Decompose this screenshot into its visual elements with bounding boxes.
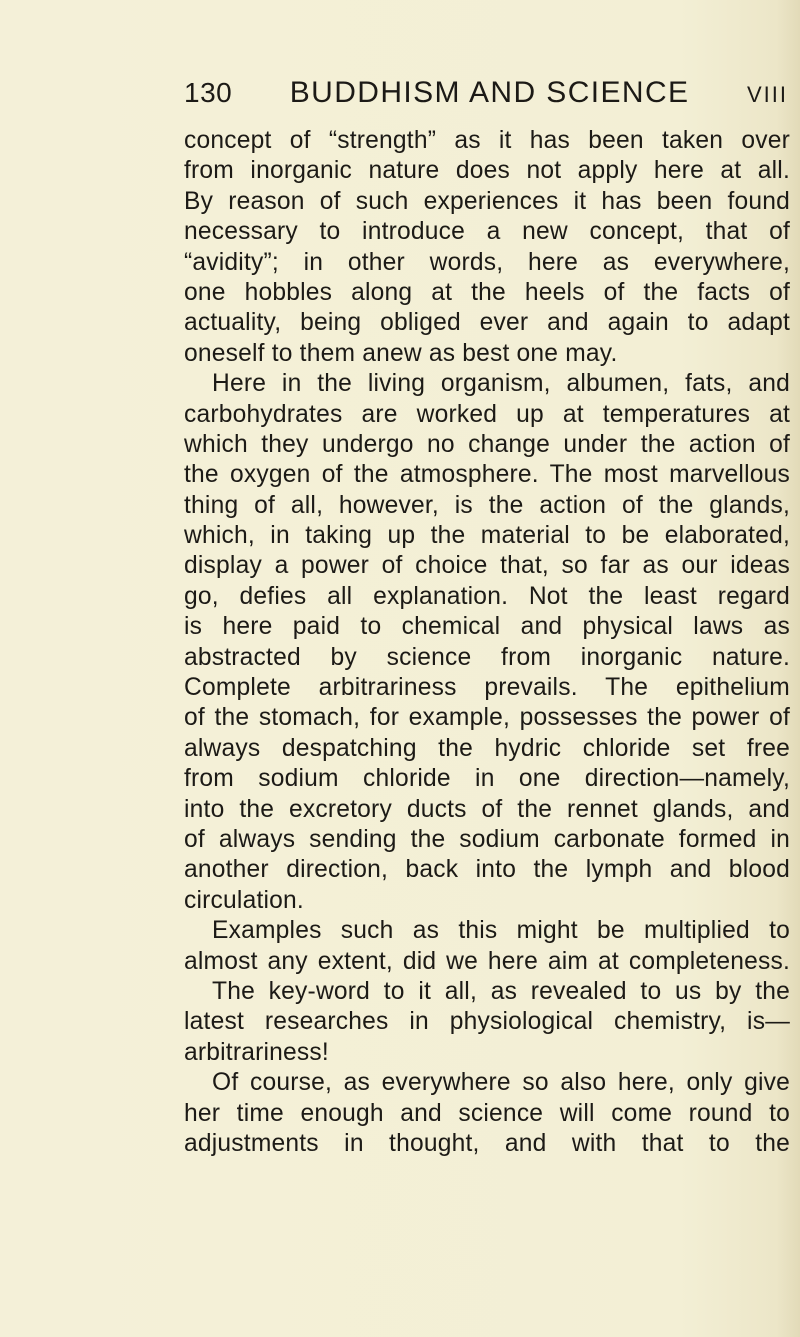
- text-line: “avidity”; in other words, here as everywhere,: [184, 248, 790, 276]
- text-line: from inorganic nature does not apply here at all.: [184, 157, 790, 185]
- text-line: necessary to introduce a new concept, that of: [184, 218, 790, 246]
- page-header: [184, 76, 790, 120]
- text-line: her time enough and science will come round to: [184, 1099, 790, 1127]
- text-line: carbohydrates are worked up at temperatures at: [184, 400, 790, 428]
- body-text: [184, 126, 790, 1159]
- text-line: adjustments in thought, and with that to the: [184, 1129, 790, 1157]
- text-line: almost any extent, did we here aim at completeness.: [184, 947, 790, 975]
- text-line: circulation.: [184, 886, 304, 914]
- text-line: display a power of choice that, so far as our ideas: [184, 552, 790, 580]
- text-line: into the excretory ducts of the rennet glands, and: [184, 795, 790, 823]
- text-line: from sodium chloride in one direction—namely,: [184, 765, 790, 793]
- chapter-number: VIII: [746, 82, 788, 107]
- text-line: By reason of such experiences it has been found: [184, 187, 790, 215]
- text-line: latest researches in physiological chemistry, is—: [184, 1008, 790, 1036]
- text-line: Examples such as this might be multiplied to: [212, 917, 790, 945]
- text-line: is here paid to chemical and physical laws as: [184, 613, 790, 641]
- running-title: BUDDHISM AND SCIENCE: [289, 76, 690, 109]
- text-line: arbitrariness!: [184, 1038, 329, 1066]
- text-line: which, in taking up the material to be elaborated,: [184, 522, 790, 550]
- text-line: one hobbles along at the heels of the facts of: [184, 278, 790, 306]
- text-line: Complete arbitrariness prevails. The epithelium: [184, 674, 790, 702]
- page-number: 130: [184, 77, 233, 108]
- text-line: actuality, being obliged ever and again to adapt: [184, 309, 790, 337]
- text-line: concept of “strength” as it has been taken over: [184, 127, 790, 154]
- text-line: the oxygen of the atmosphere. The most marvellous: [184, 461, 790, 489]
- text-line: always despatching the hydric chloride set free: [184, 734, 790, 762]
- text-line: Of course, as everywhere so also here, only give: [212, 1069, 790, 1097]
- text-line: oneself to them anew as best one may.: [184, 339, 618, 367]
- text-line: Here in the living organism, albumen, fats, and: [212, 370, 790, 398]
- text-line: go, defies all explanation. Not the least regard: [184, 582, 790, 610]
- text-line: of always sending the sodium carbonate formed in: [184, 825, 790, 853]
- text-line: thing of all, however, is the action of the glands,: [184, 491, 790, 519]
- text-line: another direction, back into the lymph and blood: [184, 856, 790, 884]
- text-line: abstracted by science from inorganic nature.: [184, 643, 790, 671]
- text-line: of the stomach, for example, possesses the power of: [184, 704, 790, 732]
- text-line: The key-word to it all, as revealed to us by the: [212, 977, 790, 1005]
- text-line: which they undergo no change under the action of: [184, 430, 790, 458]
